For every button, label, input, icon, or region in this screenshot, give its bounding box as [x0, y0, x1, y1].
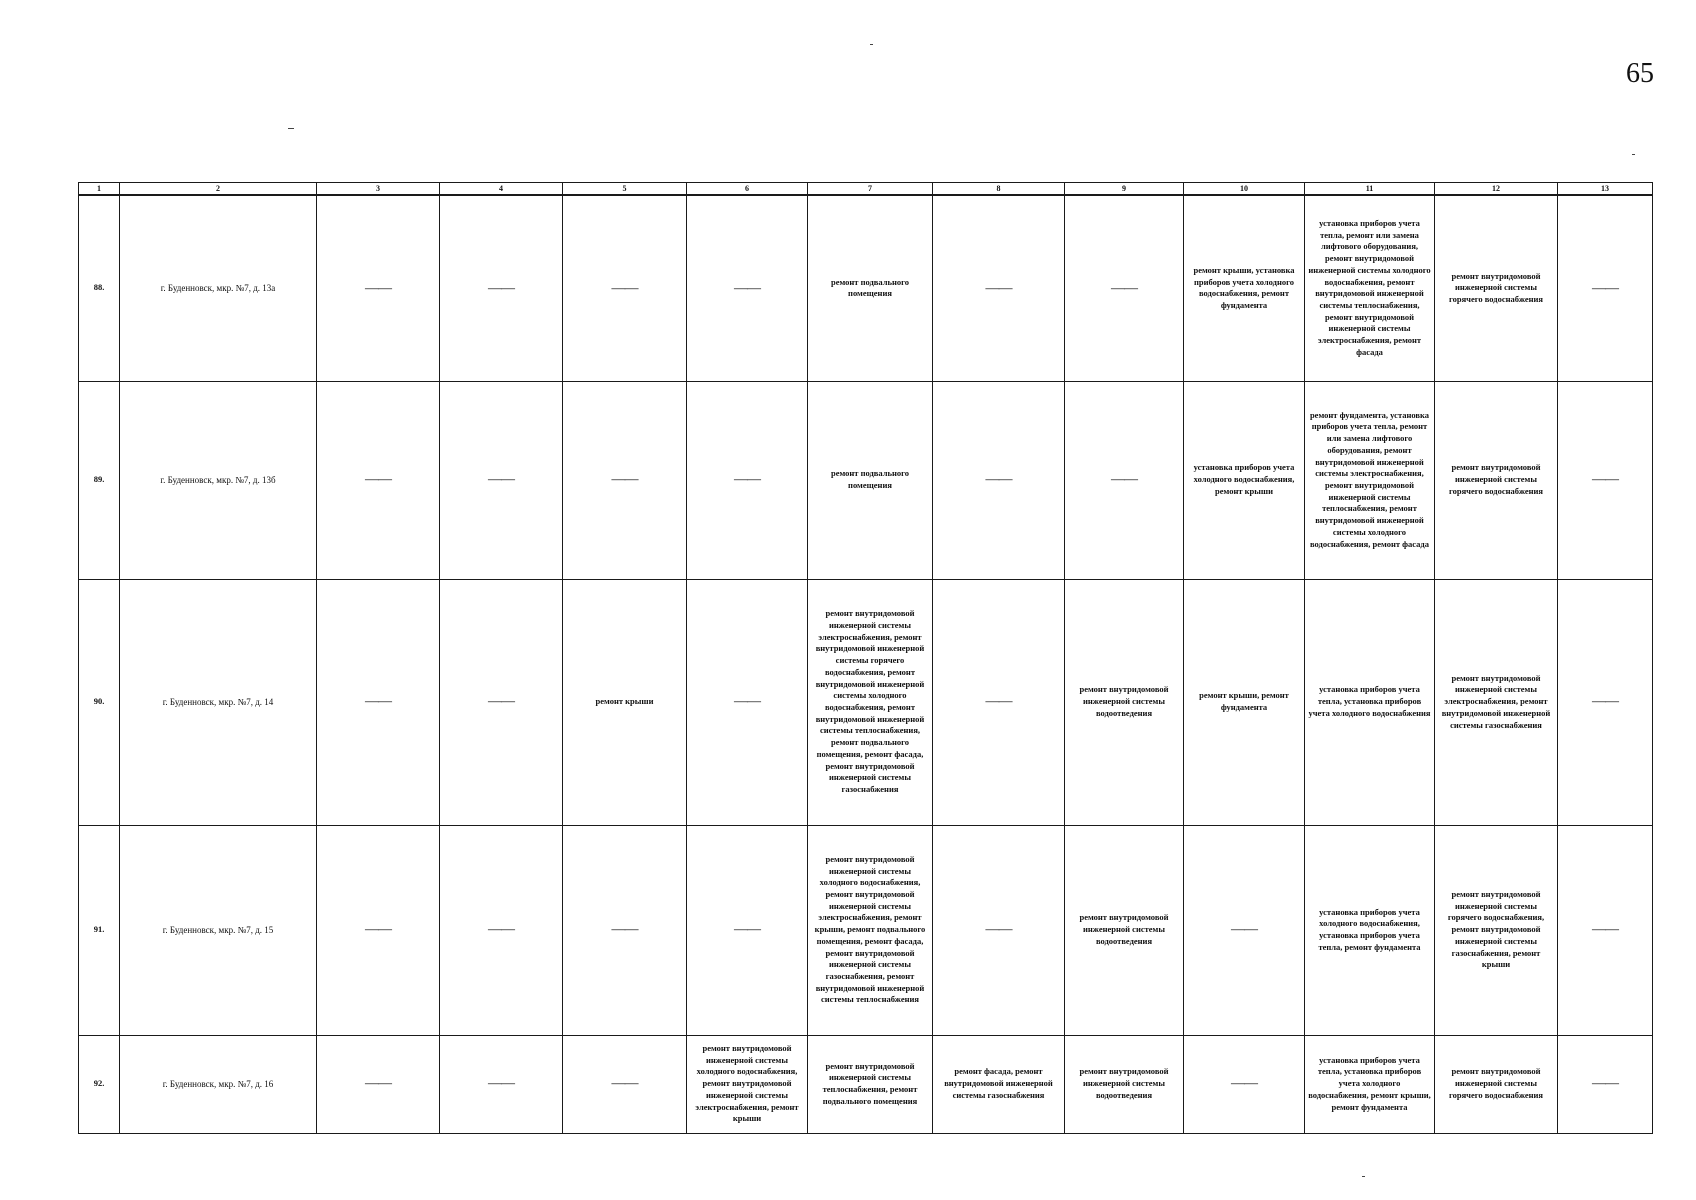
table-cell: —— [440, 825, 563, 1035]
table-cell: ремонт подвального помещения [808, 195, 933, 381]
table-cell: —— [687, 195, 808, 381]
table-cell: —— [563, 1035, 687, 1133]
table-cell: ремонт внутридомовой инженерной системы теплоснабжения, ремонт подвального помещения [808, 1035, 933, 1133]
table-row [79, 825, 1653, 1035]
table-cell: —— [563, 825, 687, 1035]
table-cell: —— [687, 579, 808, 825]
table-cell: ремонт внутридомовой инженерной системы горячего водоснабжения, ремонт внутридомовой инженерной системы газоснабжения, ремонт крыши [1435, 825, 1558, 1035]
column-number: 6 [687, 183, 808, 196]
scan-speck [288, 128, 294, 129]
table-cell: установка приборов учета холодного водоснабжения, ремонт крыши [1184, 381, 1305, 579]
table-cell: —— [1558, 381, 1653, 579]
table-row [79, 1035, 1653, 1133]
table-cell: —— [440, 195, 563, 381]
table-row [79, 381, 1653, 579]
table-row [79, 579, 1653, 825]
column-number-row [79, 183, 1653, 196]
table-cell: —— [1558, 1035, 1653, 1133]
column-number: 12 [1435, 183, 1558, 196]
table-cell: —— [440, 579, 563, 825]
table-cell: —— [317, 579, 440, 825]
table-cell: ремонт внутридомовой инженерной системы электроснабжения, ремонт внутридомовой инженерной системы газоснабжения [1435, 579, 1558, 825]
scan-speck [870, 44, 873, 45]
column-number: 8 [933, 183, 1065, 196]
column-number: 11 [1305, 183, 1435, 196]
table-cell: —— [317, 1035, 440, 1133]
table-cell: —— [933, 195, 1065, 381]
column-number: 7 [808, 183, 933, 196]
table-cell: установка приборов учета тепла, установка приборов учета холодного водоснабжения [1305, 579, 1435, 825]
table-cell: ремонт крыши, ремонт фундамента [1184, 579, 1305, 825]
row-number: 92. [79, 1035, 120, 1133]
table-cell: —— [317, 381, 440, 579]
table-cell: —— [687, 825, 808, 1035]
table-cell: —— [687, 381, 808, 579]
table-cell: —— [1558, 825, 1653, 1035]
table-cell: —— [440, 1035, 563, 1133]
table-cell: ремонт внутридомовой инженерной системы горячего водоснабжения [1435, 1035, 1558, 1133]
table-cell: ремонт внутридомовой инженерной системы водоотведения [1065, 825, 1184, 1035]
table-cell: —— [933, 381, 1065, 579]
address-cell: г. Буденновск, мкр. №7, д. 16 [120, 1035, 317, 1133]
table-cell: —— [933, 579, 1065, 825]
table-cell: установка приборов учета тепла, установка приборов учета холодного водоснабжения, ремонт крыши, ремонт фундамента [1305, 1035, 1435, 1133]
column-number: 9 [1065, 183, 1184, 196]
table-cell: ремонт подвального помещения [808, 381, 933, 579]
table-cell: ремонт внутридомовой инженерной системы холодного водоснабжения, ремонт внутридомовой инженерной системы электроснабжения, ремонт крыши [687, 1035, 808, 1133]
table-cell: —— [1184, 1035, 1305, 1133]
table-row [79, 195, 1653, 381]
table-cell: —— [1065, 195, 1184, 381]
table-cell: ремонт крыши, установка приборов учета холодного водоснабжения, ремонт фундамента [1184, 195, 1305, 381]
column-number: 3 [317, 183, 440, 196]
table-cell: ремонт внутридомовой инженерной системы водоотведения [1065, 579, 1184, 825]
address-cell: г. Буденновск, мкр. №7, д. 14 [120, 579, 317, 825]
table-cell: —— [563, 381, 687, 579]
column-number: 10 [1184, 183, 1305, 196]
repair-schedule-table [78, 182, 1653, 1134]
table-cell: —— [1065, 381, 1184, 579]
table-cell: установка приборов учета холодного водоснабжения, установка приборов учета тепла, ремонт фундамента [1305, 825, 1435, 1035]
table-cell: ремонт внутридомовой инженерной системы электроснабжения, ремонт внутридомовой инженерной системы горячего водоснабжения, ремонт внутридомовой инженерной системы холодного водоснабжения, ремонт внутридомовой инженерной системы теплоснабжения, ремонт подвального помещения, ремонт фасада, ремонт внутридомовой инженерной системы газоснабжения [808, 579, 933, 825]
address-cell: г. Буденновск, мкр. №7, д. 15 [120, 825, 317, 1035]
table-cell: —— [317, 195, 440, 381]
column-number: 2 [120, 183, 317, 196]
table-cell: ремонт внутридомовой инженерной системы горячего водоснабжения [1435, 381, 1558, 579]
column-number: 4 [440, 183, 563, 196]
row-number: 90. [79, 579, 120, 825]
scan-speck [1632, 154, 1635, 155]
row-number: 89. [79, 381, 120, 579]
page-number: 65 [1626, 58, 1654, 89]
table-cell: ремонт внутридомовой инженерной системы водоотведения [1065, 1035, 1184, 1133]
table-cell: ремонт фасада, ремонт внутридомовой инженерной системы газоснабжения [933, 1035, 1065, 1133]
table-cell: —— [1184, 825, 1305, 1035]
column-number: 5 [563, 183, 687, 196]
address-cell: г. Буденновск, мкр. №7, д. 13б [120, 381, 317, 579]
table-cell: ремонт внутридомовой инженерной системы горячего водоснабжения [1435, 195, 1558, 381]
column-number: 13 [1558, 183, 1653, 196]
column-number: 1 [79, 183, 120, 196]
table-cell: ремонт крыши [563, 579, 687, 825]
table-cell: —— [563, 195, 687, 381]
table-cell: —— [1558, 579, 1653, 825]
scan-speck [1362, 1176, 1365, 1177]
row-number: 91. [79, 825, 120, 1035]
table-cell: ремонт внутридомовой инженерной системы холодного водоснабжения, ремонт внутридомовой инженерной системы электроснабжения, ремонт крыши, ремонт подвального помещения, ремонт фасада, ремонт внутридомовой инженерной системы газоснабжения, ремонт внутридомовой инженерной системы теплоснабжения [808, 825, 933, 1035]
table-cell: —— [1558, 195, 1653, 381]
table-cell: —— [440, 381, 563, 579]
table-cell: —— [317, 825, 440, 1035]
row-number: 88. [79, 195, 120, 381]
address-cell: г. Буденновск, мкр. №7, д. 13а [120, 195, 317, 381]
table-cell: —— [933, 825, 1065, 1035]
table-cell: ремонт фундамента, установка приборов учета тепла, ремонт или замена лифтового оборудования, ремонт внутридомовой инженерной системы электроснабжения, ремонт внутридомовой инженерной системы теплоснабжения, ремонт внутридомовой инженерной системы холодного водоснабжения, ремонт фасада [1305, 381, 1435, 579]
table-cell: установка приборов учета тепла, ремонт или замена лифтового оборудования, ремонт внутридомовой инженерной системы холодного водоснабжения, ремонт внутридомовой инженерной системы теплоснабжения, ремонт внутридомовой инженерной системы электроснабжения, ремонт фасада [1305, 195, 1435, 381]
